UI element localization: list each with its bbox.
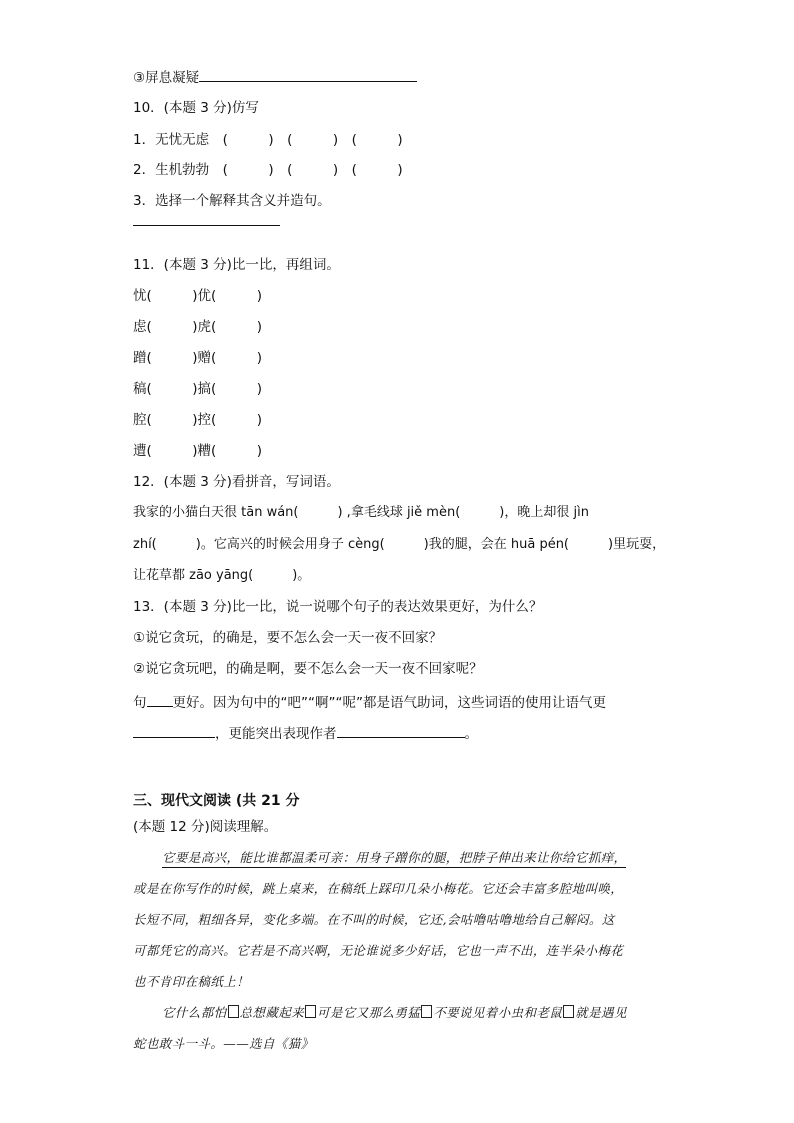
q11-pair[interactable]: 虑( )虎( ) bbox=[133, 319, 263, 335]
punctuation-blank[interactable] bbox=[228, 1005, 239, 1018]
passage-fragment: 总想藏起来 bbox=[239, 1005, 305, 1020]
q12-title: 12．(本题 3 分)看拼音，写词语。 bbox=[133, 474, 340, 490]
q13-answer-line2 bbox=[133, 723, 478, 743]
q12-line3[interactable]: 让花草都 zāo yāng( )。 bbox=[133, 568, 311, 583]
q13-sentence-1: ①说它贪玩，的确是，要不怎么会一天一夜不回家？ bbox=[133, 630, 443, 646]
q10-line2[interactable]: 2．生机勃勃 ( ) ( ) ( ) bbox=[133, 162, 403, 178]
passage-fragment: 不要说见着小虫和老鼠 bbox=[433, 1005, 563, 1020]
passage-line-6 bbox=[162, 1004, 627, 1022]
passage-fragment: 可是它又那么勇猛 bbox=[317, 1005, 421, 1020]
passage-line-5: 也不肯印在稿纸上！ bbox=[133, 974, 250, 989]
q13-blank-feeling[interactable] bbox=[337, 723, 465, 738]
passage-line-1: 它要是高兴，能比谁都温柔可亲：用身子蹭你的腿，把脖子伸出来让你给它抓痒， bbox=[162, 849, 626, 868]
q11-pair[interactable]: 蹭( )赠( ) bbox=[133, 350, 263, 366]
punctuation-blank[interactable] bbox=[421, 1005, 432, 1018]
q10-line3: 3．选择一个解释其含义并造句。 bbox=[133, 193, 331, 209]
passage-line-7: 蛇也敢斗一斗。——选自《猫》 bbox=[133, 1036, 314, 1051]
punctuation-blank[interactable] bbox=[305, 1005, 316, 1018]
q9-item3-label: ③屏息凝疑 bbox=[133, 70, 200, 86]
q12-line1[interactable]: 我家的小猫白天很 tān wán( ) ,拿毛线球 jiě mèn( )，晚上却很 jìn bbox=[133, 505, 589, 520]
q11-pair[interactable]: 忧( )优( ) bbox=[133, 288, 263, 304]
q13-answer-line1 bbox=[133, 692, 606, 712]
q12-line2[interactable]: zhí( )。它高兴的时候会用身子 cèng( )我的腿，会在 huā pén( )里玩耍， bbox=[133, 537, 666, 552]
q13-title: 13．(本题 3 分)比一比，说一说哪个句子的表达效果更好，为什么？ bbox=[133, 599, 543, 615]
section3-heading: 三、现代文阅读 (共 21 分 bbox=[133, 793, 300, 809]
q13-ans-pre: 句 bbox=[133, 695, 147, 711]
q10-line1[interactable]: 1．无忧无虑 ( ) ( ) ( ) bbox=[133, 132, 403, 148]
q13-ans2-mid: ，更能突出表现作者 bbox=[215, 726, 337, 742]
q10-answer-blank[interactable] bbox=[133, 225, 280, 226]
q11-pair[interactable]: 腔( )控( ) bbox=[133, 412, 263, 428]
q13-ans-mid: 更好。因为句中的“吧”“啊”“呢”都是语气助词，这些词语的使用让语气更 bbox=[172, 695, 606, 711]
q9-item3 bbox=[133, 67, 417, 87]
q13-blank-tone[interactable] bbox=[133, 723, 215, 738]
passage-line-2: 或是在你写作的时候，跳上桌来，在稿纸上踩印几朵小梅花。它还会丰富多腔地叫唤， bbox=[133, 881, 624, 896]
section3-subtitle: (本题 12 分)阅读理解。 bbox=[133, 819, 278, 835]
passage-line-4: 可都凭它的高兴。它若是不高兴啊，无论谁说多少好话，它也一声不出，连半朵小梅花 bbox=[133, 943, 624, 958]
passage-fragment: 就是遇见 bbox=[575, 1005, 627, 1020]
q13-ans2-end: 。 bbox=[464, 726, 478, 742]
q11-title: 11．(本题 3 分)比一比，再组词。 bbox=[133, 257, 340, 273]
passage-fragment: 它什么都怕 bbox=[162, 1005, 227, 1020]
q13-sentence-2: ②说它贪玩吧，的确是啊，要不怎么会一天一夜不回家呢？ bbox=[133, 661, 483, 677]
q10-title: 10．(本题 3 分)仿写 bbox=[133, 100, 259, 116]
passage-line-3: 长短不同，粗细各异，变化多端。在不叫的时候，它还,会咕噜咕噜地给自己解闷。这 bbox=[133, 912, 615, 927]
q9-item3-blank[interactable] bbox=[199, 67, 417, 82]
q11-pair[interactable]: 遭( )糟( ) bbox=[133, 443, 263, 459]
q13-blank-sentence[interactable] bbox=[147, 692, 173, 707]
punctuation-blank[interactable] bbox=[563, 1005, 574, 1018]
q11-pair[interactable]: 稿( )搞( ) bbox=[133, 381, 263, 397]
